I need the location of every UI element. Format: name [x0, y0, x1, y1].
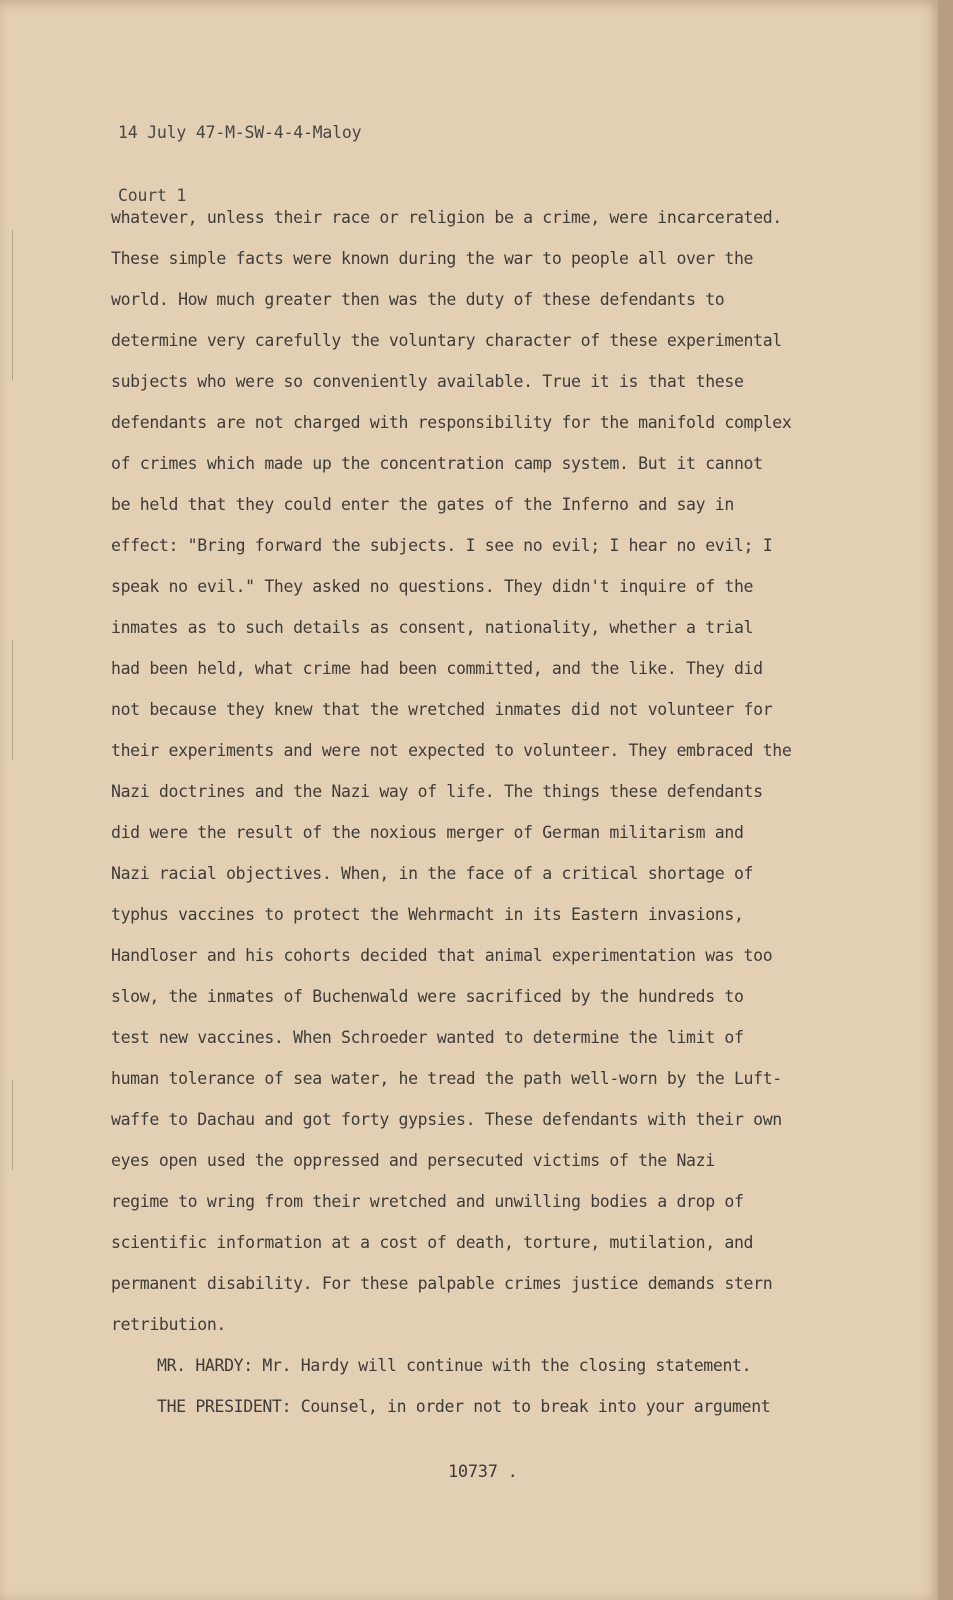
text-line: typhus vaccines to protect the Wehrmacht in its Eastern invasions,	[111, 905, 744, 924]
text-line: regime to wring from their wretched and unwilling bodies a drop of	[111, 1192, 744, 1211]
text-line: Handloser and his cohorts decided that animal experimentation was too	[111, 946, 773, 965]
text-line: did were the result of the noxious merger of German militarism and	[111, 823, 744, 842]
text-line: of crimes which made up the concentration camp system. But it cannot	[111, 454, 763, 473]
speaker-line-hardy: MR. HARDY: Mr. Hardy will continue with the closing statement.	[157, 1356, 752, 1375]
text-line: waffe to Dachau and got forty gypsies. These defendants with their own	[111, 1110, 782, 1129]
text-line: eyes open used the oppressed and persecuted victims of the Nazi	[111, 1151, 715, 1170]
text-line: not because they knew that the wretched inmates did not volunteer for	[111, 700, 773, 719]
text-line: defendants are not charged with responsibility for the manifold complex	[111, 413, 792, 432]
text-line: slow, the inmates of Buchenwald were sacrificed by the hundreds to	[111, 987, 744, 1006]
text-line: speak no evil." They asked no questions. They didn't inquire of the	[111, 577, 754, 596]
speaker-line-president: THE PRESIDENT: Counsel, in order not to break into your argument	[157, 1397, 771, 1416]
text-line: test new vaccines. When Schroeder wanted to determine the limit of	[111, 1028, 744, 1047]
text-line: retribution.	[111, 1315, 227, 1334]
margin-mark	[12, 1080, 13, 1170]
text-line: inmates as to such details as consent, nationality, whether a trial	[111, 618, 754, 637]
text-line: had been held, what crime had been committed, and the like. They did	[111, 659, 763, 678]
margin-mark	[12, 640, 13, 760]
header-court: Court 1	[118, 186, 187, 205]
text-line: effect: "Bring forward the subjects. I see no evil; I hear no evil; I	[111, 536, 773, 555]
text-line: These simple facts were known during the war to people all over the	[111, 249, 754, 268]
text-line: their experiments and were not expected to volunteer. They embraced the	[111, 741, 792, 760]
header-reference: 14 July 47-M-SW-4-4-Maloy	[118, 123, 362, 142]
text-line: human tolerance of sea water, he tread the path well-worn by the Luft-	[111, 1069, 782, 1088]
text-line: permanent disability. For these palpable crimes justice demands stern	[111, 1274, 773, 1293]
text-line: determine very carefully the voluntary character of these experimental	[111, 331, 782, 350]
transcript-body	[111, 204, 851, 1434]
text-line: subjects who were so conveniently available. True it is that these	[111, 372, 744, 391]
text-line: Nazi racial objectives. When, in the face of a critical shortage of	[111, 864, 754, 883]
page-edge	[938, 0, 953, 1600]
text-line: be held that they could enter the gates of the Inferno and say in	[111, 495, 734, 514]
margin-mark	[12, 230, 13, 380]
page-number: 10737 .	[448, 1462, 518, 1482]
text-line: world. How much greater then was the duty of these defendants to	[111, 290, 725, 309]
text-line: Nazi doctrines and the Nazi way of life. The things these defendants	[111, 782, 763, 801]
text-line: whatever, unless their race or religion be a crime, were incarcerated.	[111, 208, 782, 227]
text-line: scientific information at a cost of death, torture, mutilation, and	[111, 1233, 754, 1252]
